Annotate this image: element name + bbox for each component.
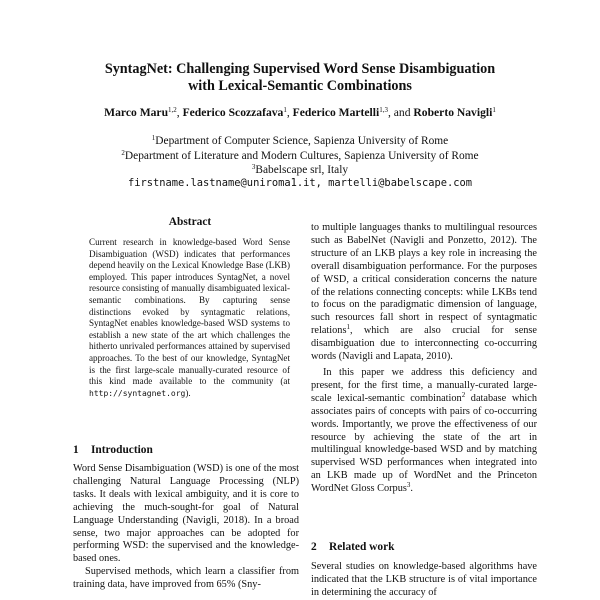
paper-title-line-2: with Lexical-Semantic Combinations bbox=[188, 78, 412, 94]
affiliation-text: Babelscape srl, Italy bbox=[255, 164, 349, 176]
affiliation-list bbox=[40, 134, 560, 178]
section-title: Related work bbox=[329, 541, 395, 553]
affiliation-mark: 2 bbox=[121, 148, 125, 157]
paper-title bbox=[60, 61, 540, 95]
abstract-text-tail: ). bbox=[185, 387, 191, 398]
related-work-body bbox=[311, 561, 537, 600]
section-number: 2 bbox=[311, 541, 317, 553]
abstract-body bbox=[89, 237, 290, 399]
affiliation-text: Department of Computer Science, Sapienza University of Rome bbox=[155, 135, 449, 147]
affiliation-text: Department of Literature and Modern Cultures, Sapienza University of Rome bbox=[124, 149, 479, 162]
author-affiliation-mark: 1 bbox=[492, 106, 496, 114]
right-column-body bbox=[311, 222, 537, 496]
abstract-text: Current research in knowledge-based Word Sense Disambiguation (WSD) indicates that performances depend heavily on the Lexical Knowledge Base (LKB) employed. This paper introduces SyntagNet, a novel resource consisting of manually disambiguated lexical-semantic combinations. By capturing sense distinctions evoked by syntagmatic relations, SyntagNet enables knowledge-based WSD systems to establish a new state of the art which challenges the hitherto unrivaled performances attained by supervised approaches. To the best of our knowledge, SyntagNet is the first large-scale manually-curated resource of this kind made available to the community (at bbox=[89, 237, 290, 387]
project-url-link[interactable]: http://syntagnet.org bbox=[89, 388, 186, 398]
paragraph bbox=[311, 222, 537, 364]
affiliation-mark: 3 bbox=[251, 163, 256, 171]
author-affiliation-mark: 1,2 bbox=[168, 106, 177, 114]
paragraph-text: . bbox=[410, 483, 413, 495]
author-separator: , and bbox=[387, 106, 414, 119]
author-name: Federico Scozzafava bbox=[182, 106, 284, 119]
affiliation bbox=[40, 163, 560, 178]
paper-title-line-1: SyntagNet: Challenging Supervised Word Sense Disambiguation bbox=[104, 61, 496, 77]
paragraph-text: , which are also crucial for sense disambiguation due to interconnecting co-occurring words (Navigli and Lapata, 2010). bbox=[311, 325, 537, 363]
affiliation-mark: 1 bbox=[151, 134, 156, 142]
author-affiliation-mark: 1 bbox=[283, 106, 287, 114]
paragraph-text: to multiple languages thanks to multilingual resources such as BabelNet (Navigli and Ponzetto, 2012). The structure of an LKB plays a key role in increasing the overall disambiguation performance. For the purposes of WSD, a critical consideration concerns the nature of the relations connecting concepts: while LKBs tend to focus on the paradigmatic dimension of language, such resources fall short in respect of syntagmatic relations bbox=[311, 222, 537, 337]
affiliation bbox=[40, 134, 560, 149]
footnote-mark: 1 bbox=[346, 323, 350, 332]
section-heading-related-work bbox=[311, 540, 395, 554]
author-separator: , bbox=[176, 106, 183, 119]
author-affiliation-mark: 1,3 bbox=[379, 106, 388, 114]
paragraph-text: database which associates pairs of concepts with pairs of co-occurring words. Importantly, we prove the effectiveness of our resource by achieving the state of the art in multilingual knowledge-based WSD and by matching supervised WSD performances when integrated into an LKB made up of WordNet and the Princeton WordNet Gloss Corpus bbox=[311, 392, 537, 495]
paragraph-text: In this paper we address this deficiency and present, for the first time, a manually-curated large-scale lexical-semantic combination bbox=[311, 366, 537, 404]
section-title: Introduction bbox=[91, 444, 153, 456]
author-list bbox=[40, 106, 560, 120]
author-name: Roberto Navigli bbox=[413, 106, 493, 119]
paragraph: Word Sense Disambiguation (WSD) is one of the most challenging Natural Language Processing (NLP) tasks. It deals with lexical ambiguity, and it is core to achieving the much-sought-for goal of Natural Language Understanding (Navigli, 2018). In a broad sense, two major approaches can be adopted for performing WSD: the supervised and the knowledge-based ones. bbox=[73, 463, 299, 565]
section-number: 1 bbox=[73, 444, 79, 456]
section-heading-introduction bbox=[73, 443, 153, 457]
author-separator: , bbox=[286, 106, 293, 119]
author-name: Federico Martelli bbox=[292, 106, 380, 119]
paragraph: Supervised methods, which learn a classifier from training data, have improved from 65% (Sny- bbox=[73, 566, 299, 591]
abstract-heading: Abstract bbox=[168, 216, 212, 228]
author-name: Marco Maru bbox=[104, 106, 169, 119]
footnote-mark: 2 bbox=[461, 390, 466, 399]
introduction-body bbox=[73, 463, 299, 592]
footnote-mark: 3 bbox=[406, 481, 411, 490]
author-emails: firstname.lastname@uniroma1.it, martelli@babelscape.com bbox=[127, 177, 473, 189]
affiliation bbox=[40, 149, 560, 164]
paragraph bbox=[311, 367, 537, 496]
paragraph: Several studies on knowledge-based algorithms have indicated that the LKB structure is of vital importance in determining the accuracy of bbox=[311, 561, 537, 598]
